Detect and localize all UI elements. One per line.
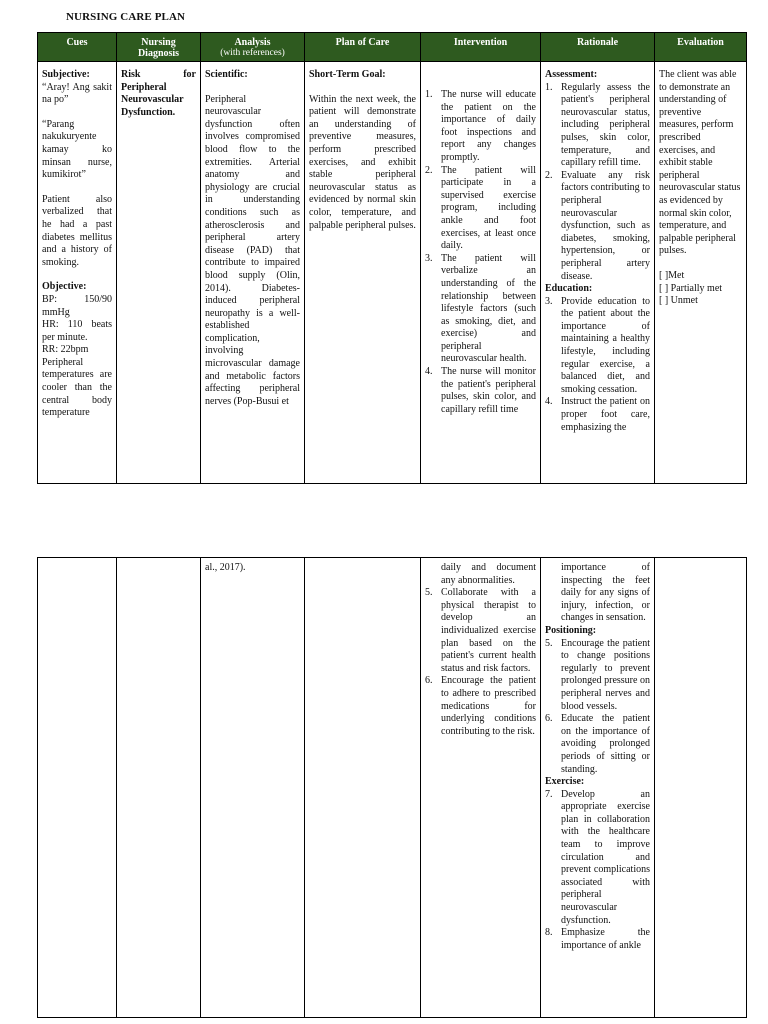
- header-analysis-label: Analysis: [234, 37, 271, 48]
- positioning-label: Positioning:: [545, 624, 597, 636]
- rationale-item: 2. Evaluate any risk factors contributing to peripheral neurovascular dysfunction, such as diabetes, smoking, hypertension, or peripheral artery disease.: [545, 169, 650, 282]
- analysis-text: Peripheral neurovascular dysfunction often involves compromised blood flow to the extremities. Arterial anatomy and physiology are crucial in understanding conditions such as atherosclerosis and peripheral artery disease (PAD) that contribute to impaired blood supply (Olin, 2014). Diabetes-induced peripheral neuropathy is a well-established complication, involving microvascular damage and metabolic factors affecting peripheral nerves (Pop-Busui et: [205, 93, 300, 407]
- evaluation-option-partially-met: [ ] Partially met: [659, 282, 723, 294]
- rationale-cell: [541, 62, 655, 484]
- subjective-label: Subjective:: [42, 69, 90, 80]
- rationale-item: 7. Develop an appropriate exercise plan in collaboration with the healthcare team to improve circulation and prevent complications associated with peripheral neurovascular dysfunction.: [545, 788, 650, 926]
- intervention-item: 2. The patient will participate in a supervised exercise program, including ankle and foot exercises, at least once daily.: [425, 164, 536, 252]
- assessment-list: [545, 82, 650, 284]
- plan-cell-continued: [305, 558, 421, 1018]
- diagnosis-cell-continued: [117, 558, 201, 1018]
- evaluation-option-unmet: [ ] Unmet: [659, 295, 698, 307]
- header-intervention: Intervention: [421, 33, 541, 62]
- rationale-cell-continued: [541, 558, 655, 1018]
- assessment-label: Assessment:: [545, 69, 598, 80]
- analysis-cell: [201, 62, 305, 484]
- header-evaluation: Evaluation: [655, 33, 747, 62]
- evaluation-option-met: [ ]Met: [659, 269, 685, 281]
- header-rationale: Rationale: [541, 33, 655, 62]
- rationale-item: 8. Emphasize the importance of ankle: [545, 927, 650, 951]
- positioning-list: [545, 638, 650, 777]
- respiratory-rate: RR: 22bpm: [42, 344, 89, 356]
- short-term-goal-text: Within the next week, the patient will demonstrate an understanding of preventive measures, perform prescribed exercises, and exhibit stable peripheral neurovascular status as evidenced by normal skin color, temperature, and palpable peripheral pulses.: [309, 93, 416, 231]
- header-plan-of-care: Plan of Care: [305, 33, 421, 62]
- evaluation-text: The client was able to demonstrate an understanding of preventive measures, perform prescribed exercises, and exhibit stable peripheral neurovascular status as evidenced by normal skin color, temperature, and palpable peripheral pulses.: [659, 69, 741, 257]
- care-plan-table-page-2: [37, 557, 747, 1018]
- intervention-list-continued: [425, 587, 536, 738]
- rationale-continuation: importance of inspecting the feet daily for any signs of injury, infection, or changes in sensation.: [561, 562, 650, 624]
- page-title: NURSING CARE PLAN: [66, 11, 186, 23]
- intervention-continuation: daily and document any abnormalities.: [441, 562, 536, 586]
- nursing-diagnosis-text: Risk for Peripheral Neurovascular Dysfunction.: [121, 69, 196, 118]
- exercise-list: [545, 789, 650, 953]
- rationale-item: 5. Encourage the patient to change positions regularly to prevent prolonged pressure on peripheral nerves and blood vessels.: [545, 637, 650, 712]
- rationale-item: 3. Provide education to the patient about the importance of maintaining a healthy lifestyle, including regular exercise, a balanced diet, and smoking cessation.: [545, 295, 650, 395]
- rationale-item: 6. Educate the patient on the importance of avoiding prolonged periods of sitting or standing.: [545, 713, 650, 775]
- plan-cell: [305, 62, 421, 484]
- care-plan-row-continued: [38, 558, 747, 1018]
- education-label: Education:: [545, 283, 593, 295]
- intervention-item: 4. The nurse will monitor the patient's peripheral pulses, skin color, and capillary refill time: [425, 366, 536, 415]
- intervention-list: [425, 89, 536, 416]
- subjective-quote-1: “Aray! Ang sakit na po”: [42, 81, 112, 106]
- intervention-cell-continued: [421, 558, 541, 1018]
- analysis-cell-continued: [201, 558, 305, 1018]
- intervention-cell: [421, 62, 541, 484]
- peripheral-temperature: Peripheral temperatures are cooler than the central body temperature: [42, 356, 112, 419]
- analysis-text-continued: al., 2017).: [205, 562, 246, 573]
- header-cues: Cues: [38, 33, 117, 62]
- intervention-item: 6. Encourage the patient to adhere to prescribed medications for underlying conditions contributing to the risk.: [425, 675, 536, 737]
- short-term-goal-label: Short-Term Goal:: [309, 69, 386, 80]
- intervention-item: 3. The patient will verbalize an understanding of the relationship between lifestyle factors (such as smoking, diet, and exercise) and peripheral neurovascular health.: [425, 252, 536, 365]
- diagnosis-cell: [117, 62, 201, 484]
- header-analysis-sub: (with references): [220, 48, 285, 58]
- analysis-label: Scientific:: [205, 69, 248, 80]
- evaluation-cell: [655, 62, 747, 484]
- header-nursing-diagnosis: Nursing Diagnosis: [117, 33, 201, 62]
- blood-pressure: BP: 150/90 mmHg: [42, 293, 112, 318]
- header-row: [38, 33, 747, 62]
- rationale-item: 1. Regularly assess the patient's peripheral neurovascular status, including peripheral pulses, skin color, temperature, and capillary refill time.: [545, 81, 650, 169]
- objective-label: Objective:: [42, 281, 87, 293]
- heart-rate: HR: 110 beats per minute.: [42, 319, 112, 343]
- intervention-item: 5. Collaborate with a physical therapist to develop an individualized exercise plan based on the patient's current health status and risk factors.: [425, 587, 536, 674]
- exercise-label: Exercise:: [545, 776, 585, 788]
- care-plan-row: [38, 62, 747, 484]
- rationale-item: 4. Instruct the patient on proper foot care, emphasizing the: [545, 396, 650, 433]
- header-analysis: [201, 33, 305, 62]
- subjective-quote-2: “Parang nakukuryente kamay ko minsan nurse, kumikirot”: [42, 118, 112, 181]
- cues-cell: [38, 62, 117, 484]
- care-plan-table-page-1: [37, 32, 747, 484]
- patient-history: Patient also verbalized that he had a past diabetes mellitus and a history of smoking.: [42, 193, 112, 268]
- cues-cell-continued: [38, 558, 117, 1018]
- intervention-item: 1. The nurse will educate the patient on the importance of daily foot inspections and report any changes promptly.: [425, 89, 536, 163]
- education-list: [545, 296, 650, 435]
- evaluation-cell-continued: [655, 558, 747, 1018]
